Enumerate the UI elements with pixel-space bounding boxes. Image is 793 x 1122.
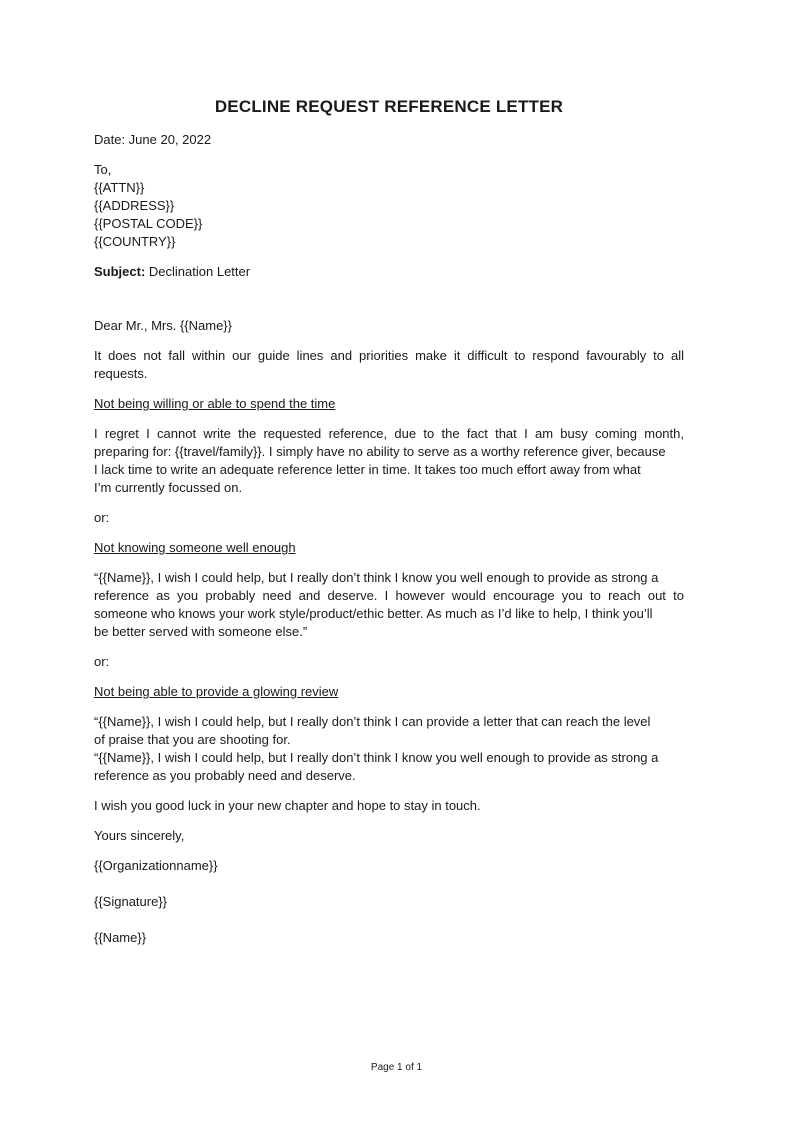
body-line: I regret I cannot write the requested reference, due to the fact that I am busy coming month, (94, 426, 684, 441)
letter-body (94, 96, 684, 947)
section-heading-review: Not being able to provide a glowing review (94, 684, 339, 699)
section-body-review (94, 713, 684, 785)
page-footer: Page 1 of 1 (370, 1062, 423, 1073)
closing-line: I wish you good luck in your new chapter and hope to stay in touch. (94, 798, 481, 813)
body-line: preparing for: {{travel/family}}. I simply have no ability to serve as a worthy reference giver, because (94, 444, 666, 459)
intro-paragraph: It does not fall within our guide lines and priorities make it difficult to respond favourably to all requests. (94, 348, 684, 381)
address-country: {{COUNTRY}} (94, 234, 176, 249)
signer-name: {{Name}} (94, 930, 147, 945)
letter-title: DECLINE REQUEST REFERENCE LETTER (214, 97, 564, 116)
body-line: of praise that you are shooting for. (94, 732, 291, 747)
section-body-time (94, 425, 684, 497)
address-postal-code: {{POSTAL CODE}} (94, 216, 203, 231)
address-attn: {{ATTN}} (94, 180, 145, 195)
sign-off: Yours sincerely, (94, 828, 185, 843)
letter-date: Date: June 20, 2022 (94, 132, 212, 147)
or-separator: or: (94, 510, 110, 525)
body-line: reference as you probably need and deserve. (94, 768, 356, 783)
or-separator: or: (94, 654, 110, 669)
body-line: “{{Name}}, I wish I could help, but I really don’t think I know you well enough to provide as strong a (94, 570, 659, 585)
subject-label: Subject: (94, 264, 146, 279)
address-street: {{ADDRESS}} (94, 198, 175, 213)
body-line: I lack time to write an adequate reference letter in time. It takes too much effort away from what (94, 462, 641, 477)
subject-text: Declination Letter (145, 264, 251, 279)
body-line: someone who knows your work style/product/ethic better. As much as I’d like to help, I think you’ll (94, 606, 653, 621)
subject-line (94, 263, 684, 281)
salutation: Dear Mr., Mrs. {{Name}} (94, 318, 232, 333)
body-line: reference as you probably need and deserve. I however would encourage you to reach out to (94, 588, 684, 603)
section-body-acquaintance (94, 569, 684, 641)
recipient-address (94, 161, 684, 251)
body-line: “{{Name}}, I wish I could help, but I really don’t think I know you well enough to provide as strong a (94, 750, 659, 765)
address-to: To, (94, 162, 112, 177)
signature-placeholder: {{Signature}} (94, 894, 168, 909)
section-heading-acquaintance: Not knowing someone well enough (94, 540, 296, 555)
organization-name: {{Organizationname}} (94, 858, 218, 873)
body-line: I’m currently focussed on. (94, 480, 243, 495)
section-heading-time: Not being willing or able to spend the time (94, 396, 336, 411)
body-line: be better served with someone else.” (94, 624, 308, 639)
body-line: “{{Name}}, I wish I could help, but I really don’t think I can provide a letter that can reach the level (94, 714, 651, 729)
